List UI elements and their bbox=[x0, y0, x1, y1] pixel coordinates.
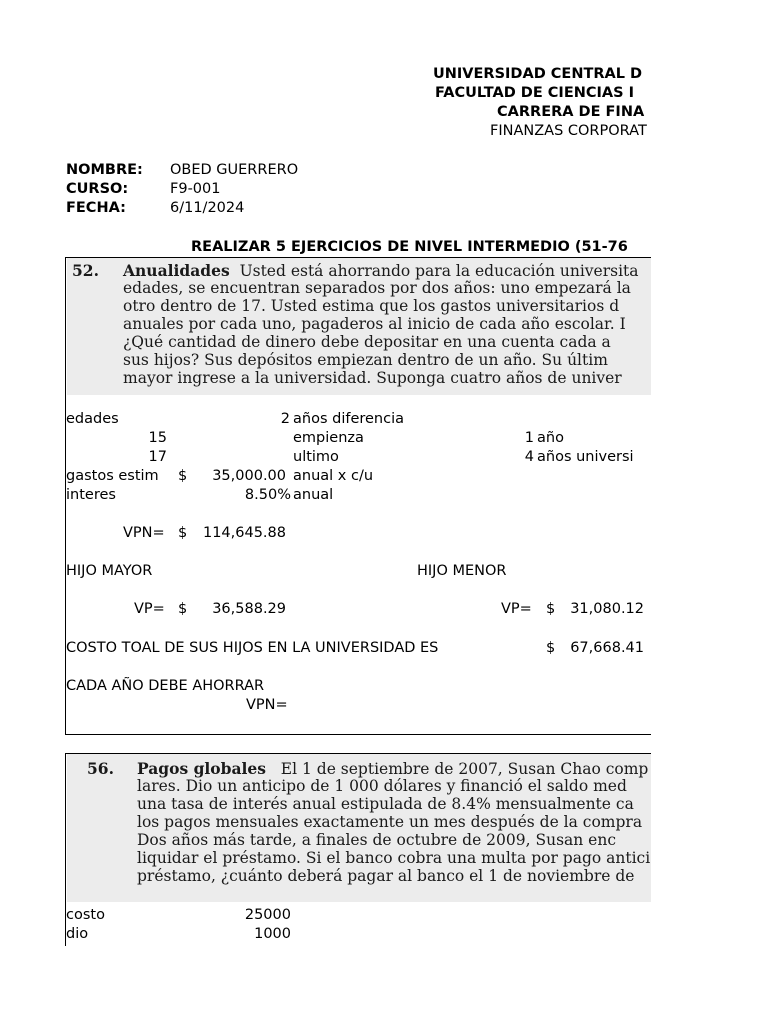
problem-56-line: una tasa de interés anual estipulada de 8.4% mensualmente ca bbox=[137, 795, 634, 813]
cell-vpn-label[interactable]: VPN= bbox=[123, 525, 165, 541]
cell-edades-value[interactable]: 2 bbox=[280, 411, 290, 427]
problem-52-line: sus hijos? Sus depósitos empiezan dentro de un año. Su últim bbox=[123, 351, 608, 369]
course-label: CURSO: bbox=[66, 181, 129, 197]
cell-costo-total-label[interactable]: COSTO TOAL DE SUS HIJOS EN LA UNIVERSIDAD ES bbox=[66, 640, 439, 656]
problem-52-line: ¿Qué cantidad de dinero debe depositar en una cuenta cada a bbox=[123, 333, 611, 351]
problem-56-line: los pagos mensuales exactamente un mes después de la compra bbox=[137, 813, 643, 831]
bottom-border bbox=[65, 734, 651, 735]
cell-vp-menor-label[interactable]: VP= bbox=[501, 601, 532, 617]
cell-vpn-currency: $ bbox=[178, 525, 188, 541]
cell-interes-value[interactable]: 8.50% bbox=[244, 487, 291, 503]
cell-first-value[interactable]: 1 bbox=[524, 430, 534, 446]
problem-56-number: 56. bbox=[87, 759, 114, 778]
problem-56-line: Dos años más tarde, a finales de octubre de 2009, Susan enc bbox=[137, 831, 617, 849]
name-label: NOMBRE: bbox=[66, 162, 143, 178]
date-value[interactable]: 6/11/2024 bbox=[170, 200, 245, 216]
problem-56-line: préstamo, ¿cuánto deberá pagar al banco el 1 de noviembre de bbox=[137, 867, 635, 885]
problem-56-line: lares. Dio un anticipo de 1 000 dólares y financió el saldo med bbox=[137, 777, 627, 795]
cell-end-label[interactable]: ultimo bbox=[293, 449, 339, 465]
cell-cada-ano-label[interactable]: CADA AÑO DEBE AHORRAR bbox=[66, 678, 265, 694]
problem-56-line: El 1 de septiembre de 2007, Susan Chao comp bbox=[280, 760, 649, 778]
assignment-title: REALIZAR 5 EJERCICIOS DE NIVEL INTERMEDIO (51-76 bbox=[191, 239, 628, 255]
cell-hijo-mayor[interactable]: HIJO MAYOR bbox=[66, 563, 153, 579]
cell-gastos-value[interactable]: 35,000.00 bbox=[212, 468, 286, 484]
cell-gastos-note[interactable]: anual x c/u bbox=[293, 468, 374, 484]
problem-52-line: mayor ingrese a la universidad. Suponga cuatro años de univer bbox=[123, 369, 622, 387]
problem-52-image bbox=[67, 258, 651, 395]
cell-costo-value[interactable]: 25000 bbox=[244, 907, 291, 923]
cell-first-unit[interactable]: año bbox=[537, 430, 564, 446]
cell-univ-label[interactable]: años universi bbox=[537, 449, 634, 465]
cell-costo-label[interactable]: costo bbox=[66, 907, 105, 923]
cell-start-label[interactable]: empienza bbox=[293, 430, 364, 446]
problem-56-image bbox=[67, 754, 651, 902]
cell-interes-note[interactable]: anual bbox=[293, 487, 334, 503]
cell-interes-label[interactable]: interes bbox=[66, 487, 116, 503]
cell-costo-total-currency: $ bbox=[546, 640, 556, 656]
problem-52-line: Usted está ahorrando para la educación universita bbox=[239, 262, 639, 280]
cell-vp-mayor-value[interactable]: 36,588.29 bbox=[212, 601, 286, 617]
date-label: FECHA: bbox=[66, 200, 126, 216]
problem-52-title: Anualidades bbox=[123, 261, 230, 280]
problem-52-number: 52. bbox=[72, 261, 99, 280]
cell-edades-note[interactable]: años diferencia bbox=[293, 411, 405, 427]
cell-vp-menor-currency: $ bbox=[546, 601, 556, 617]
cell-vp-mayor-label[interactable]: VP= bbox=[134, 601, 165, 617]
cell-start-value[interactable]: 15 bbox=[148, 430, 167, 446]
problem-52-line: anuales por cada uno, pagaderos al inicio de cada año escolar. I bbox=[123, 315, 626, 333]
problem-56-title: Pagos globales bbox=[137, 759, 267, 778]
cell-univ-value[interactable]: 4 bbox=[524, 449, 534, 465]
cell-gastos-currency: $ bbox=[178, 468, 188, 484]
cell-vp-mayor-currency: $ bbox=[178, 601, 188, 617]
course-value[interactable]: F9-001 bbox=[170, 181, 221, 197]
cell-costo-total-value[interactable]: 67,668.41 bbox=[570, 640, 644, 656]
cell-dio-label[interactable]: dio bbox=[66, 926, 89, 942]
problem-56-line: liquidar el préstamo. Si el banco cobra una multa por pago antici bbox=[137, 849, 651, 867]
cell-vpn-value[interactable]: 114,645.88 bbox=[202, 525, 286, 541]
cell-dio-value[interactable]: 1000 bbox=[254, 926, 291, 942]
cell-hijo-menor[interactable]: HIJO MENOR bbox=[417, 563, 507, 579]
problem-52-line: otro dentro de 17. Usted estima que los gastos universitarios d bbox=[123, 297, 620, 315]
cell-vp-menor-value[interactable]: 31,080.12 bbox=[570, 601, 644, 617]
header-course-name: FINANZAS CORPORAT bbox=[490, 123, 647, 139]
cell-vpn2-label[interactable]: VPN= bbox=[246, 697, 288, 713]
cell-edades-label[interactable]: edades bbox=[66, 411, 119, 427]
problem-52-line: edades, se encuentran separados por dos años: uno empezará la bbox=[123, 279, 631, 297]
header-career: CARRERA DE FINA bbox=[497, 104, 645, 120]
cell-end-value[interactable]: 17 bbox=[148, 449, 167, 465]
cell-gastos-label[interactable]: gastos estim bbox=[66, 468, 159, 484]
header-faculty: FACULTAD DE CIENCIAS I bbox=[435, 85, 634, 101]
header-university: UNIVERSIDAD CENTRAL D bbox=[433, 66, 643, 82]
name-value[interactable]: OBED GUERRERO bbox=[170, 162, 299, 178]
